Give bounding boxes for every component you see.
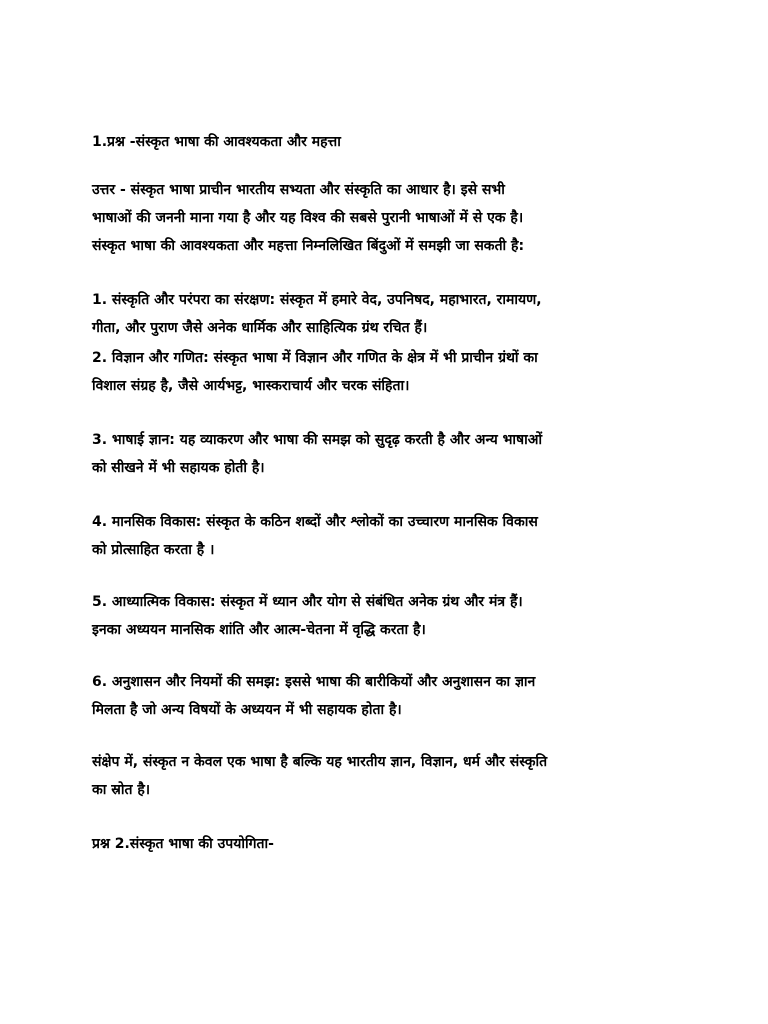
point-3-paragraph bbox=[92, 426, 692, 482]
point-2-paragraph bbox=[92, 344, 692, 400]
point-5-line: इनका अध्ययन मानसिक शांति और आत्म-चेतना में वृद्धि करता है। bbox=[92, 622, 426, 638]
summary-line: संक्षेप में, संस्कृत न केवल एक भाषा है बल्कि यह भारतीय ज्ञान, विज्ञान, धर्म और संस्कृति bbox=[92, 754, 548, 770]
question-1-heading-text: 1.प्रश्न -संस्कृत भाषा की आवश्यकता और महत्ता bbox=[92, 134, 341, 150]
answer-intro-line: संस्कृत भाषा की आवश्यकता और महत्ता निम्नलिखित बिंदुओं में समझी जा सकती है: bbox=[92, 238, 525, 254]
point-6-paragraph bbox=[92, 668, 692, 724]
summary-line: का स्रोत है। bbox=[92, 782, 151, 798]
point-1-line: 1. संस्कृति और परंपरा का संरक्षण: संस्कृत में हमारे वेद, उपनिषद, महाभारत, रामायण, bbox=[92, 292, 542, 308]
point-4-paragraph bbox=[92, 508, 692, 564]
question-1-heading bbox=[92, 128, 692, 156]
question-2-heading-text: प्रश्न 2.संस्कृत भाषा की उपयोगिता- bbox=[92, 836, 274, 852]
point-2-line: विशाल संग्रह है, जैसे आर्यभट्ट, भास्कराचार्य और चरक संहिता। bbox=[92, 378, 410, 394]
summary-paragraph bbox=[92, 748, 692, 804]
point-4-line: 4. मानसिक विकास: संस्कृत के कठिन शब्दों और श्लोकों का उच्चारण मानसिक विकास bbox=[92, 514, 538, 530]
point-1-line: गीता, और पुराण जैसे अनेक धार्मिक और साहित्यिक ग्रंथ रचित हैं। bbox=[92, 320, 428, 336]
question-2-heading bbox=[92, 830, 692, 858]
answer-intro-line: उत्तर - संस्कृत भाषा प्राचीन भारतीय सभ्यता और संस्कृति का आधार है। इसे सभी bbox=[92, 182, 505, 198]
answer-intro-line: भाषाओं की जननी माना गया है और यह विश्व की सबसे पुरानी भाषाओं में से एक है। bbox=[92, 210, 524, 226]
point-6-line: 6. अनुशासन और नियमों की समझ: इससे भाषा की बारीकियों और अनुशासन का ज्ञान bbox=[92, 674, 536, 690]
point-3-line: 3. भाषाई ज्ञान: यह व्याकरण और भाषा की समझ को सुदृढ़ करती है और अन्य भाषाओं bbox=[92, 432, 543, 448]
point-1-paragraph bbox=[92, 286, 692, 342]
point-6-line: मिलता है जो अन्य विषयों के अध्ययन में भी सहायक होता है। bbox=[92, 702, 402, 718]
point-5-paragraph bbox=[92, 588, 692, 644]
point-3-line: को सीखने में भी सहायक होती है। bbox=[92, 460, 265, 476]
point-4-line: को प्रोत्साहित करता है । bbox=[92, 542, 215, 558]
answer-intro-paragraph bbox=[92, 176, 692, 260]
point-2-line: 2. विज्ञान और गणित: संस्कृत भाषा में विज्ञान और गणित के क्षेत्र में भी प्राचीन ग्रंथों का bbox=[92, 350, 538, 366]
point-5-line: 5. आध्यात्मिक विकास: संस्कृत में ध्यान और योग से संबंधित अनेक ग्रंथ और मंत्र हैं। bbox=[92, 594, 523, 610]
